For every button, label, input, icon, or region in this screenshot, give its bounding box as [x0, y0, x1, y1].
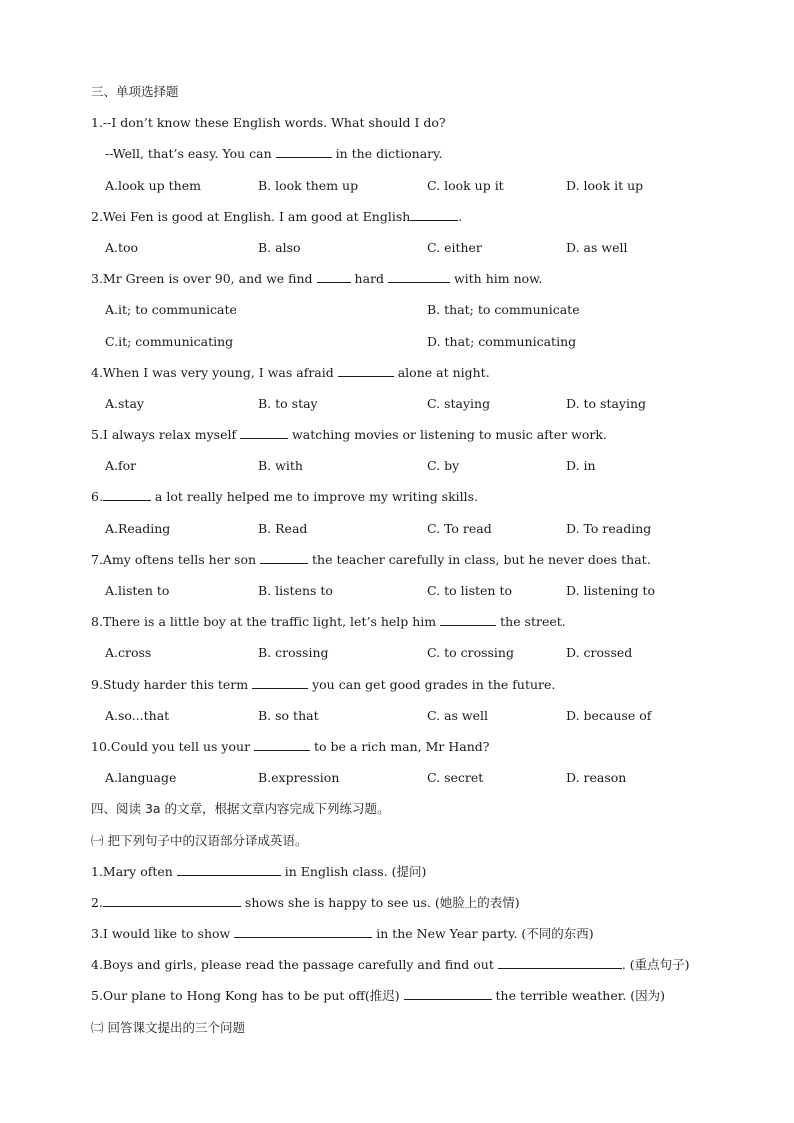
- option-d[interactable]: D. in: [566, 458, 596, 474]
- option-a[interactable]: A.stay: [105, 395, 144, 411]
- answer-blank[interactable]: [252, 675, 308, 689]
- translation-3: [91, 924, 711, 955]
- option-a[interactable]: A.listen to: [105, 583, 170, 598]
- question-6-text-2: a lot really helped me to improve my writing skills.: [150, 489, 479, 505]
- question-7-options: [91, 581, 711, 612]
- question-5-text-1: 5.I always relax myself: [91, 427, 241, 443]
- option-d[interactable]: D. as well: [566, 239, 628, 255]
- answer-blank[interactable]: [103, 893, 241, 907]
- question-7-stem: [91, 550, 711, 581]
- question-10-text-1: 10.Could you tell us your: [91, 738, 255, 754]
- option-a[interactable]: A.language: [105, 770, 177, 786]
- option-c[interactable]: C. staying: [427, 395, 491, 411]
- section-4-part-2-title: ㈡ 回答课文提出的三个问题: [91, 1019, 245, 1035]
- answer-blank[interactable]: [260, 550, 308, 564]
- answer-blank[interactable]: [404, 986, 492, 1000]
- option-b[interactable]: B. to stay: [258, 395, 318, 411]
- option-c[interactable]: C. to listen to: [427, 583, 512, 598]
- answer-blank[interactable]: [440, 612, 496, 626]
- question-10-text-2: to be a rich man, Mr Hand?: [310, 738, 490, 754]
- option-d[interactable]: D. crossed: [566, 645, 633, 661]
- option-b[interactable]: B. Read: [258, 520, 308, 536]
- answer-blank[interactable]: [234, 924, 372, 938]
- translation-5-text-a: 5.Our plane to Hong Kong has to be put off(推迟): [91, 988, 404, 1004]
- answer-blank[interactable]: [317, 269, 351, 283]
- option-d[interactable]: D. because of: [566, 707, 652, 723]
- question-3-text-3: with him now.: [449, 271, 543, 287]
- question-7-text-2: the teacher carefully in class, but he never does that.: [308, 551, 651, 567]
- option-d[interactable]: D. that; communicating: [427, 333, 577, 349]
- section-3-title: 三、单项选择题: [91, 84, 179, 99]
- question-8-stem: [91, 612, 711, 643]
- translation-1-text-b: in English class. (提问): [280, 863, 427, 879]
- question-6-text-1: 6.: [91, 489, 103, 505]
- question-2-options: [91, 238, 711, 269]
- option-a[interactable]: A.Reading: [105, 520, 171, 536]
- question-3-stem: [91, 269, 711, 300]
- question-1-stem: [91, 113, 711, 144]
- question-3-text-1: 3.Mr Green is over 90, and we find: [91, 271, 317, 287]
- option-b[interactable]: B. look them up: [258, 177, 359, 193]
- answer-blank[interactable]: [254, 737, 310, 751]
- option-a[interactable]: A.so...that: [105, 707, 170, 723]
- question-10-stem: [91, 737, 711, 768]
- option-b[interactable]: B. that; to communicate: [427, 302, 580, 318]
- option-a[interactable]: A.too: [105, 239, 139, 255]
- question-2-text-2: .: [458, 208, 463, 224]
- option-d[interactable]: D. To reading: [566, 520, 652, 536]
- answer-blank[interactable]: [240, 425, 288, 439]
- translation-4-text-a: 4.Boys and girls, please read the passage carefully and find out: [91, 957, 498, 973]
- option-c[interactable]: C. as well: [427, 707, 488, 723]
- translation-4: [91, 955, 711, 986]
- translation-5-text-b: the terrible weather. (因为): [491, 988, 666, 1004]
- option-b[interactable]: B. so that: [258, 707, 319, 723]
- answer-blank[interactable]: [388, 269, 450, 283]
- question-2-text-1: 2.Wei Fen is good at English. I am good at English: [91, 208, 411, 224]
- question-3-options-row-1: [91, 300, 711, 331]
- option-d[interactable]: D. look it up: [566, 177, 644, 193]
- option-c[interactable]: C. to crossing: [427, 645, 514, 661]
- option-a[interactable]: A.cross: [105, 645, 152, 661]
- option-d[interactable]: D. listening to: [566, 583, 655, 598]
- question-9-options: [91, 706, 711, 737]
- translation-2: [91, 893, 711, 924]
- question-2-stem: [91, 207, 711, 238]
- translation-3-text-b: in the New Year party. (不同的东西): [372, 926, 594, 942]
- translation-3-text-a: 3.I would like to show: [91, 926, 235, 942]
- question-9-text-2: you can get good grades in the future.: [308, 676, 556, 692]
- option-a[interactable]: A.for: [105, 458, 137, 474]
- question-4-text-1: 4.When I was very young, I was afraid: [91, 364, 338, 380]
- translation-5: [91, 986, 711, 1017]
- question-1-options: [91, 176, 711, 207]
- option-d[interactable]: D. to staying: [566, 395, 647, 411]
- translation-1-text-a: 1.Mary often: [91, 863, 177, 879]
- translation-2-text-b: shows she is happy to see us. (她脸上的表情): [240, 894, 520, 910]
- question-3-text-2: hard: [350, 271, 388, 287]
- question-6-options: [91, 519, 711, 550]
- worksheet: [91, 82, 711, 1049]
- question-5-text-2: watching movies or listening to music after work.: [288, 427, 607, 443]
- section-4-part-1-title: ㈠ 把下列句子中的汉语部分译成英语。: [91, 832, 308, 848]
- answer-blank[interactable]: [276, 144, 332, 158]
- answer-blank[interactable]: [177, 862, 281, 876]
- question-4-text-2: alone at night.: [393, 364, 490, 380]
- translation-2-text-a: 2.: [91, 894, 103, 910]
- answer-blank[interactable]: [498, 955, 622, 969]
- option-d[interactable]: D. reason: [566, 770, 627, 786]
- option-c[interactable]: C. secret: [427, 770, 484, 786]
- option-b[interactable]: B. listens to: [258, 583, 333, 598]
- option-b[interactable]: B.expression: [258, 770, 340, 786]
- option-c[interactable]: C. by: [427, 458, 460, 474]
- question-10-options: [91, 768, 711, 799]
- question-4-stem: [91, 363, 711, 394]
- question-1-dialogue: [91, 144, 711, 175]
- option-c[interactable]: C. either: [427, 239, 482, 255]
- answer-blank[interactable]: [338, 363, 394, 377]
- question-5-stem: [91, 425, 711, 456]
- option-c[interactable]: C. look up it: [427, 177, 504, 193]
- option-c[interactable]: C. To read: [427, 520, 492, 536]
- question-7-text-1: 7.Amy oftens tells her son: [91, 551, 261, 567]
- question-3-options-row-2: [91, 332, 711, 363]
- option-b[interactable]: B. with: [258, 458, 303, 474]
- section-4-title: 四、阅读 3a 的文章，根据文章内容完成下列练习题。: [91, 801, 390, 817]
- translation-1: [91, 862, 711, 893]
- question-9-stem: [91, 675, 711, 706]
- option-c[interactable]: C.it; communicating: [105, 333, 234, 349]
- question-4-options: [91, 394, 711, 425]
- option-a[interactable]: A.it; to communicate: [105, 302, 237, 318]
- question-6-stem: [91, 487, 711, 518]
- question-5-options: [91, 456, 711, 487]
- question-8-text-2: the street.: [496, 614, 566, 630]
- answer-blank[interactable]: [103, 487, 151, 501]
- question-8-options: [91, 643, 711, 674]
- option-b[interactable]: B. also: [258, 239, 301, 255]
- question-9-text-1: 9.Study harder this term: [91, 676, 253, 692]
- option-b[interactable]: B. crossing: [258, 645, 329, 661]
- question-1-text: 1.--I don’t know these English words. What should I do?: [91, 115, 446, 131]
- question-1-text-b2: in the dictionary.: [331, 146, 443, 162]
- translation-4-text-b: . (重点句子): [621, 957, 690, 973]
- question-8-text-1: 8.There is a little boy at the traffic light, let’s help him: [91, 614, 441, 630]
- answer-blank[interactable]: [410, 207, 458, 221]
- question-1-text-b1: --Well, that’s easy. You can: [105, 146, 276, 162]
- option-a[interactable]: A.look up them: [105, 177, 201, 193]
